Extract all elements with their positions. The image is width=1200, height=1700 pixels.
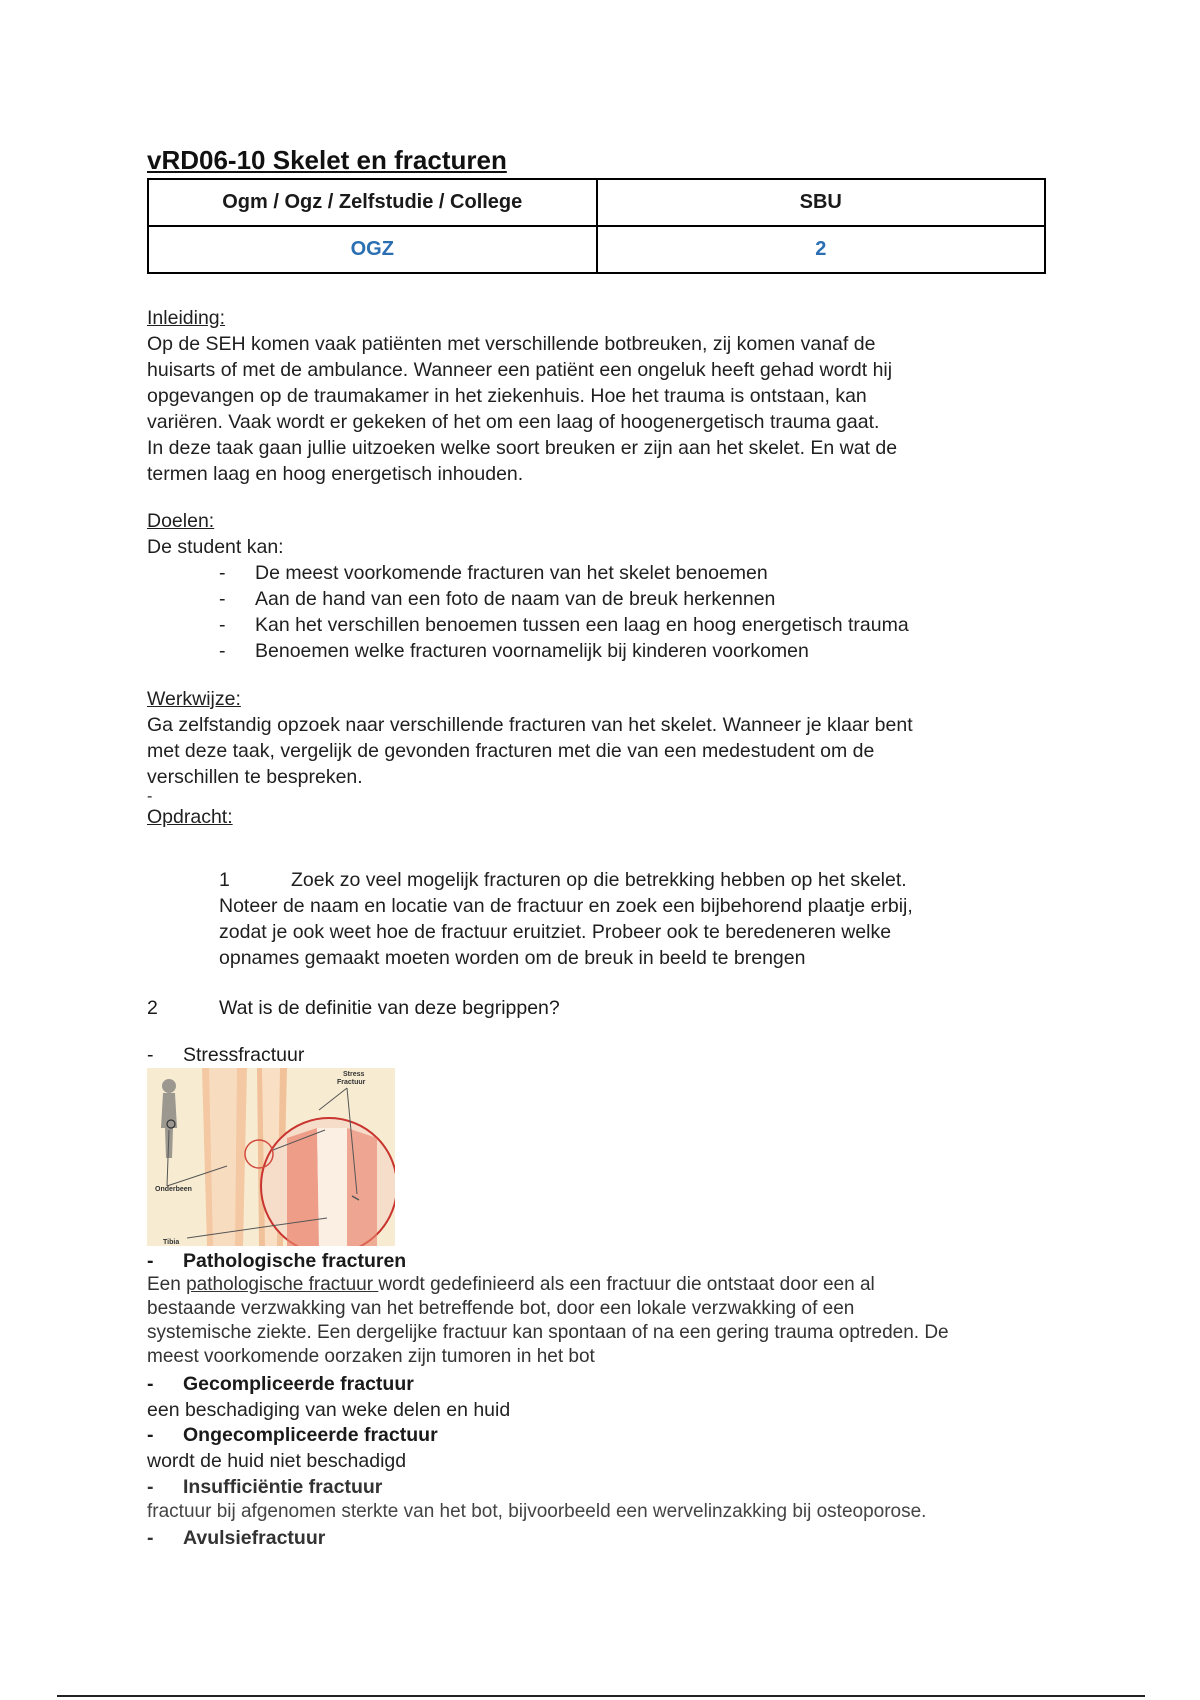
term-insufficientie <box>147 1475 382 1499</box>
inleiding-line: opgevangen op de traumakamer in het ziekenhuis. Hoe het trauma is ontstaan, kan <box>147 385 867 407</box>
definition-text: wordt gedefinieerd als een fractuur die ontstaat door een al <box>378 1274 875 1295</box>
inleiding-line: huisarts of met de ambulance. Wanneer een patiënt een ongeluk heeft gehad wordt hij <box>147 359 893 381</box>
term-label: Avulsiefractuur <box>183 1527 326 1549</box>
term-pathologisch <box>147 1249 406 1273</box>
term-avulsie <box>147 1526 325 1550</box>
definition-ongecompliceerd: wordt de huid niet beschadigd <box>147 1450 407 1472</box>
heading-inleiding: Inleiding: <box>147 307 226 329</box>
term-label: Ongecompliceerde fractuur <box>183 1424 438 1446</box>
leg-bone-illustration <box>147 1068 395 1246</box>
figure-label-stress: Stress <box>343 1071 365 1078</box>
goals-list <box>147 560 1047 664</box>
figure-label-tibia: Tibia <box>163 1239 180 1246</box>
figure-label-onderbeen: Onderbeen <box>155 1186 192 1193</box>
heading-doelen: Doelen: <box>147 510 215 532</box>
stray-dash: - <box>147 788 153 805</box>
inleiding-line: Op de SEH komen vaak patiënten met verschillende botbreuken, zij komen vanaf de <box>147 333 876 355</box>
question-1 <box>219 867 1019 971</box>
heading-werkwijze: Werkwijze: <box>147 688 241 710</box>
definition-insufficientie: fractuur bij afgenomen sterkte van het bot, bijvoorbeeld een wervelinzakking bij osteoporose. <box>147 1501 927 1522</box>
definition-prefix: Een <box>147 1274 187 1295</box>
question-2-number: 2 <box>147 997 158 1019</box>
header-sbu: SBU <box>597 179 1046 226</box>
term-dash: - <box>147 1044 154 1066</box>
footer-rule <box>57 1695 1145 1697</box>
heading-opdracht: Opdracht: <box>147 806 233 828</box>
term-dash: - <box>147 1373 154 1395</box>
section-werkwijze <box>147 686 1047 790</box>
goal-item: - Benoemen welke fracturen voornamelijk bij kinderen voorkomen <box>219 638 1047 664</box>
question-1-line: opnames gemaakt moeten worden om de breuk in beeld te brengen <box>219 947 806 969</box>
question-1-line: Noteer de naam en locatie van de fractuur en zoek een bijbehorend plaatje erbij, <box>219 895 913 917</box>
info-table <box>147 178 1046 274</box>
definition-line: bestaande verzwakking van het betreffende bot, door een lokale verzwakking of een <box>147 1298 855 1319</box>
goal-item: - Kan het verschillen benoemen tussen een laag en hoog energetisch trauma <box>219 612 1047 638</box>
question-1-line: zodat je ook weet hoe de fractuur eruitziet. Probeer ook te beredeneren welke <box>219 921 892 943</box>
term-dash: - <box>147 1424 154 1446</box>
definition-line: meest voorkomende oorzaken zijn tumoren in het bot <box>147 1346 595 1367</box>
value-sbu: 2 <box>597 226 1046 273</box>
value-ogz: OGZ <box>148 226 597 273</box>
pathologische-fractuur-link[interactable]: pathologische fractuur <box>186 1274 379 1295</box>
stress-fracture-illustration <box>147 1068 395 1246</box>
header-ogm-ogz: Ogm / Ogz / Zelfstudie / College <box>148 179 597 226</box>
info-table-value-row <box>148 226 1045 273</box>
figure-label-fractuur: Fractuur <box>337 1079 366 1086</box>
term-label: Pathologische fracturen <box>183 1250 407 1272</box>
werkwijze-line: met deze taak, vergelijk de gevonden fracturen met die van een medestudent om de <box>147 740 875 762</box>
inleiding-line: variëren. Vaak wordt er gekeken of het om een laag of hoogenergetisch trauma gaat. <box>147 411 880 433</box>
term-dash: - <box>147 1527 154 1549</box>
werkwijze-line: verschillen te bespreken. <box>147 766 363 788</box>
question-1-number: 1 <box>219 869 230 891</box>
term-stressfractuur <box>147 1043 304 1067</box>
page-title: vRD06-10 Skelet en fracturen <box>147 145 507 175</box>
question-1-line: Zoek zo veel mogelijk fracturen op die betrekking hebben op het skelet. <box>291 869 907 891</box>
definition-line: systemische ziekte. Een dergelijke fractuur kan spontaan of na een gering trauma optreden. De <box>147 1322 949 1343</box>
term-ongecompliceerd <box>147 1423 438 1447</box>
info-table-header-row <box>148 179 1045 226</box>
werkwijze-line: Ga zelfstandig opzoek naar verschillende fracturen van het skelet. Wanneer je klaar bent <box>147 714 913 736</box>
question-2 <box>147 995 560 1021</box>
inleiding-line: termen laag en hoog energetisch inhouden. <box>147 463 524 485</box>
term-label: Gecompliceerde fractuur <box>183 1373 414 1395</box>
goal-item: - Aan de hand van een foto de naam van de breuk herkennen <box>219 586 1047 612</box>
term-label: Stressfractuur <box>183 1044 305 1066</box>
term-dash: - <box>147 1250 154 1272</box>
term-dash: - <box>147 1476 154 1498</box>
section-inleiding <box>147 305 1047 487</box>
term-gecompliceerd <box>147 1372 414 1396</box>
section-doelen <box>147 508 1047 664</box>
doelen-intro: De student kan: <box>147 536 284 558</box>
inleiding-line: In deze taak gaan jullie uitzoeken welke soort breuken er zijn aan het skelet. En wat de <box>147 437 898 459</box>
term-label: Insufficiëntie fractuur <box>183 1476 383 1498</box>
question-2-text: Wat is de definitie van deze begrippen? <box>219 997 560 1019</box>
definition-pathologisch <box>147 1273 1052 1369</box>
goal-item: - De meest voorkomende fracturen van het skelet benoemen <box>219 560 1047 586</box>
definition-gecompliceerd: een beschadiging van weke delen en huid <box>147 1399 511 1421</box>
section-opdracht <box>147 790 1047 830</box>
